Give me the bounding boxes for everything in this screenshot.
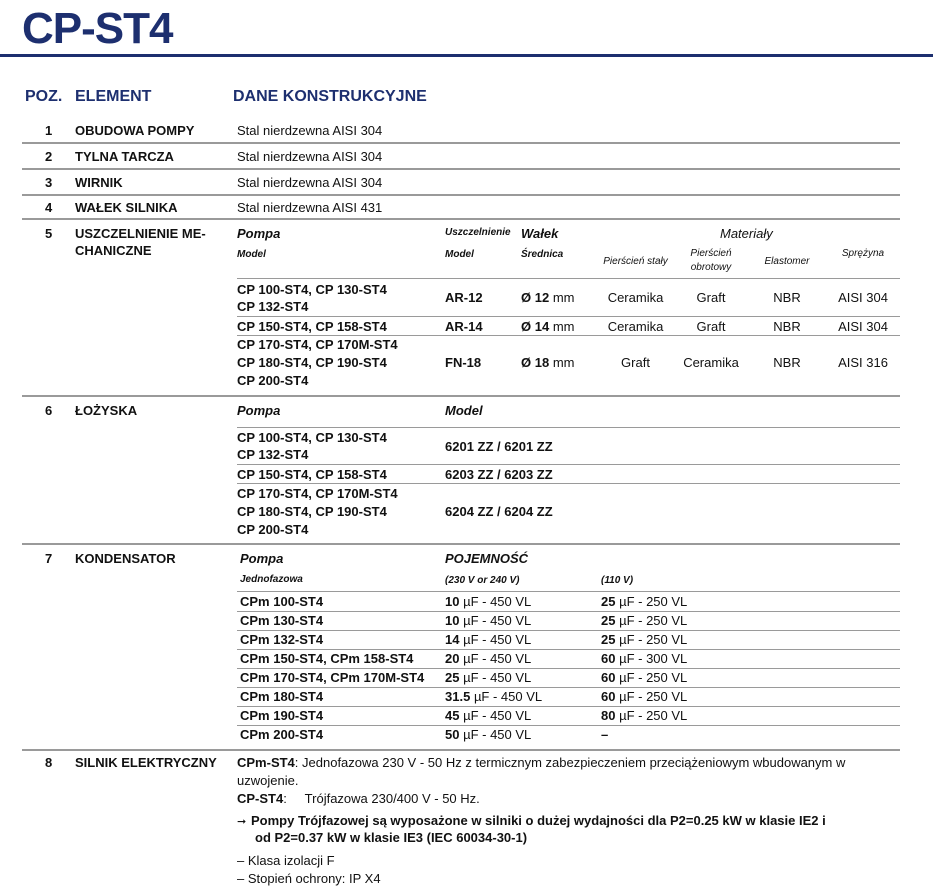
bearing-model: 6204 ZZ / 6204 ZZ xyxy=(445,504,553,519)
rotating-ring: Graft xyxy=(696,319,726,334)
row-number: 5 xyxy=(45,226,53,241)
rotating-ring: Graft xyxy=(696,290,726,305)
capacitance-unit: µF - 250 VL xyxy=(619,594,688,609)
capacitance-unit: µF - 450 VL xyxy=(463,594,532,609)
capacitance-230v xyxy=(445,727,531,742)
pump-model: CPm 132-ST4 xyxy=(240,632,324,647)
pump-model: CP 132-ST4 xyxy=(237,299,309,314)
row-value: Stal nierdzewna AISI 304 xyxy=(237,123,383,138)
motor-cpm-text: : Jednofazowa 230 V - 50 Hz z termicznym zabezpieczeniem przeciążeniowym wbudowanym w xyxy=(294,755,846,770)
motor-cp-line xyxy=(237,791,480,806)
capacitance-unit: µF - 450 VL xyxy=(463,651,532,666)
capacitance-110v xyxy=(601,727,608,742)
capacitance-unit: µF - 300 VL xyxy=(619,651,688,666)
spring: AISI 316 xyxy=(838,355,888,370)
row-divider xyxy=(237,483,900,484)
rotating-ring: Ceramika xyxy=(683,355,739,370)
row-number: 1 xyxy=(45,123,53,138)
capacitance-value: 25 xyxy=(601,632,616,647)
capacitance-unit: µF - 250 VL xyxy=(619,689,688,704)
diameter-value: Ø 12 xyxy=(521,290,550,305)
motor-bullet-protection: – Stopień ochrony: IP X4 xyxy=(237,871,381,886)
motor-cp-text: : Trójfazowa 230/400 V - 50 Hz. xyxy=(283,791,480,806)
capacitance-value: 60 xyxy=(601,670,616,685)
row-divider xyxy=(237,630,900,631)
capacitance-value: 31.5 xyxy=(445,689,471,704)
capacitance-value: 25 xyxy=(601,613,616,628)
title-rule xyxy=(0,54,933,57)
row-element: SILNIK ELEKTRYCZNY xyxy=(75,755,217,770)
col-pompa: Pompa xyxy=(240,551,284,566)
diameter-unit: mm xyxy=(552,319,575,334)
pump-model: CPm 170-ST4, CPm 170M-ST4 xyxy=(240,670,425,685)
pump-model: CPm 130-ST4 xyxy=(240,613,324,628)
motor-note-text-1: Pompy Trójfazowej są wyposażone w silniki o dużej wydajności dla P2=0.25 kW w klasie IE2 i xyxy=(251,813,826,828)
row-number: 8 xyxy=(45,755,53,770)
shaft-diameter xyxy=(521,319,574,334)
diameter-value: Ø 18 xyxy=(521,355,550,370)
fixed-ring: Graft xyxy=(621,355,650,370)
section-divider xyxy=(22,395,900,397)
col-pompa-sub: Jednofazowa xyxy=(240,574,303,585)
col-uszczelnienie-sub: Model xyxy=(445,249,474,260)
capacitance-value: 80 xyxy=(601,708,616,723)
capacitance-value: 10 xyxy=(445,594,460,609)
capacitance-unit: µF - 450 VL xyxy=(463,727,532,742)
header-element: ELEMENT xyxy=(75,88,152,105)
capacitance-value: 60 xyxy=(601,689,616,704)
row-element-line2: CHANICZNE xyxy=(75,243,152,258)
pump-model: CPm 190-ST4 xyxy=(240,708,324,723)
capacitance-230v xyxy=(445,651,531,666)
capacitance-110v xyxy=(601,651,687,666)
row-element: ŁOŻYSKA xyxy=(75,403,138,418)
row-divider xyxy=(237,335,900,336)
capacitance-230v xyxy=(445,670,531,685)
pump-model: CPm 100-ST4 xyxy=(240,594,324,609)
capacitance-230v xyxy=(445,689,542,704)
spring: AISI 304 xyxy=(838,319,888,334)
pump-model: CP 170-ST4, CP 170M-ST4 xyxy=(237,486,398,501)
row-number: 2 xyxy=(45,149,53,164)
shaft-diameter xyxy=(521,290,574,305)
pump-model: CP 180-ST4, CP 190-ST4 xyxy=(237,355,387,370)
row-number: 3 xyxy=(45,175,53,190)
col-walek: Wałek xyxy=(521,226,559,241)
col-pojemnosc: POJEMNOŚĆ xyxy=(445,551,529,566)
col-sprezyna: Sprężyna xyxy=(841,248,885,259)
col-materialy: Materiały xyxy=(720,226,773,241)
row-element: WAŁEK SILNIKA xyxy=(75,200,178,215)
header-dane: DANE KONSTRUKCYJNE xyxy=(233,88,427,105)
capacitance-value: 14 xyxy=(445,632,460,647)
row-divider xyxy=(22,218,900,220)
subheader-divider xyxy=(237,591,900,592)
capacitance-value: 10 xyxy=(445,613,460,628)
capacitance-110v xyxy=(601,708,687,723)
pump-model: CP 170-ST4, CP 170M-ST4 xyxy=(237,337,398,352)
capacitance-value: 45 xyxy=(445,708,460,723)
header-poz: POZ. xyxy=(25,88,63,105)
row-number: 4 xyxy=(45,200,53,215)
capacitance-230v xyxy=(445,613,531,628)
capacitance-110v xyxy=(601,632,687,647)
diameter-unit: mm xyxy=(552,355,575,370)
capacitance-value: 20 xyxy=(445,651,460,666)
row-divider xyxy=(237,464,900,465)
row-element: KONDENSATOR xyxy=(75,551,176,566)
elastomer: NBR xyxy=(773,319,801,334)
page-title: CP-ST4 xyxy=(22,4,173,53)
row-value: Stal nierdzewna AISI 304 xyxy=(237,149,383,164)
pump-model: CP 100-ST4, CP 130-ST4 xyxy=(237,282,387,297)
pump-model: CP 132-ST4 xyxy=(237,447,309,462)
capacitance-unit: µF - 450 VL xyxy=(463,632,532,647)
pump-model: CPm 200-ST4 xyxy=(240,727,324,742)
capacitance-unit: µF - 450 VL xyxy=(463,670,532,685)
row-divider xyxy=(237,706,900,707)
row-value: Stal nierdzewna AISI 431 xyxy=(237,200,383,215)
col-pierscien-obrotowy-2: obrotowy xyxy=(690,262,732,273)
bearing-model: 6203 ZZ / 6203 ZZ xyxy=(445,467,553,482)
row-divider xyxy=(237,316,900,317)
elastomer: NBR xyxy=(773,290,801,305)
capacitance-value: 25 xyxy=(445,670,460,685)
col-pompa: Pompa xyxy=(237,226,281,241)
capacitance-230v xyxy=(445,632,531,647)
row-divider xyxy=(237,611,900,612)
capacitance-110v xyxy=(601,670,687,685)
capacitance-value: – xyxy=(601,727,609,742)
row-element: TYLNA TARCZA xyxy=(75,149,174,164)
row-divider xyxy=(22,168,900,170)
capacitance-unit: µF - 250 VL xyxy=(619,670,688,685)
capacitance-unit: µF - 450 VL xyxy=(463,613,532,628)
motor-cpm-label: CPm-ST4 xyxy=(237,755,295,770)
capacitance-unit: µF - 250 VL xyxy=(619,632,688,647)
elastomer: NBR xyxy=(773,355,801,370)
pump-model: CPm 150-ST4, CPm 158-ST4 xyxy=(240,651,414,666)
capacitance-value: 50 xyxy=(445,727,460,742)
col-uszczelnienie: Uszczelnienie xyxy=(445,227,511,238)
pump-model: CPm 180-ST4 xyxy=(240,689,324,704)
row-divider xyxy=(22,194,900,196)
capacitance-unit: µF - 450 VL xyxy=(463,708,532,723)
row-value: Stal nierdzewna AISI 304 xyxy=(237,175,383,190)
row-element: OBUDOWA POMPY xyxy=(75,123,195,138)
bearing-model: 6201 ZZ / 6201 ZZ xyxy=(445,439,553,454)
shaft-diameter xyxy=(521,355,574,370)
subheader-divider xyxy=(237,427,900,428)
capacitance-unit: µF - 250 VL xyxy=(619,708,688,723)
capacitance-110v xyxy=(601,594,687,609)
row-divider xyxy=(237,668,900,669)
capacitance-230v xyxy=(445,708,531,723)
diameter-unit: mm xyxy=(552,290,575,305)
capacitance-unit: µF - 250 VL xyxy=(619,613,688,628)
capacitance-110v xyxy=(601,613,687,628)
capacitance-value: 25 xyxy=(601,594,616,609)
row-element: WIRNIK xyxy=(75,175,123,190)
col-model: Model xyxy=(445,403,483,418)
pump-model: CP 150-ST4, CP 158-ST4 xyxy=(237,319,387,334)
row-number: 7 xyxy=(45,551,53,566)
pump-model: CP 200-ST4 xyxy=(237,373,309,388)
section-divider xyxy=(22,749,900,751)
motor-cpm-line xyxy=(237,755,845,770)
capacitance-110v xyxy=(601,689,687,704)
arrow-right-icon: ➞ xyxy=(237,816,247,828)
spring: AISI 304 xyxy=(838,290,888,305)
col-pompa-sub: Model xyxy=(237,249,266,260)
row-divider xyxy=(237,725,900,726)
fixed-ring: Ceramika xyxy=(607,290,664,305)
row-number: 6 xyxy=(45,403,53,418)
col-pompa: Pompa xyxy=(237,403,281,418)
row-divider xyxy=(22,142,900,144)
col-elastomer: Elastomer xyxy=(764,256,810,267)
capacitance-value: 60 xyxy=(601,651,616,666)
col-walek-sub: Średnica xyxy=(521,249,564,260)
col-pierscien-obrotowy-1: Pierścień xyxy=(690,248,732,259)
col-110v: (110 V) xyxy=(601,575,634,586)
row-element-line1: USZCZELNIENIE ME- xyxy=(75,226,206,241)
pump-model: CP 150-ST4, CP 158-ST4 xyxy=(237,467,387,482)
diameter-value: Ø 14 xyxy=(521,319,550,334)
fixed-ring: Ceramika xyxy=(607,319,664,334)
seal-model: FN-18 xyxy=(445,355,482,370)
pump-model: CP 200-ST4 xyxy=(237,522,309,537)
capacitance-unit: µF - 450 VL xyxy=(473,689,543,704)
motor-cpm-text-2: uzwojenie. xyxy=(237,773,299,788)
seal-model: AR-14 xyxy=(445,319,483,334)
row-divider xyxy=(237,649,900,650)
seal-model: AR-12 xyxy=(445,290,483,305)
pump-model: CP 180-ST4, CP 190-ST4 xyxy=(237,504,387,519)
motor-note-line1 xyxy=(237,813,826,828)
pump-model: CP 100-ST4, CP 130-ST4 xyxy=(237,430,387,445)
motor-note-line2: od P2=0.37 kW w klasie IE3 (IEC 60034-30-1) xyxy=(255,830,528,845)
motor-cp-label: CP-ST4 xyxy=(237,791,284,806)
subheader-divider xyxy=(237,278,900,279)
section-divider xyxy=(22,543,900,545)
motor-bullet-insulation: – Klasa izolacji F xyxy=(237,853,335,868)
row-divider xyxy=(237,687,900,688)
col-pierscien-staly: Pierścień stały xyxy=(603,256,668,267)
col-230v: (230 V or 240 V) xyxy=(445,575,520,586)
capacitance-230v xyxy=(445,594,531,609)
